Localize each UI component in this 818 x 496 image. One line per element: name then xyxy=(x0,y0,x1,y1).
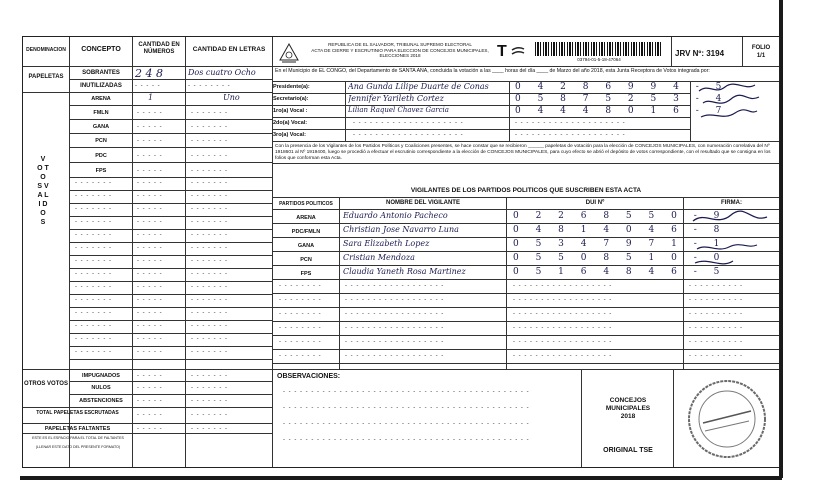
row-divider xyxy=(69,281,272,282)
board-name-vocal-3: - - - - - - - - - - - - - - - - - - - - xyxy=(353,132,464,138)
vig-empty-partido-4: - - - - - - - - xyxy=(279,339,322,345)
empty-number-row-4: - - - - - xyxy=(137,232,163,238)
vig-empty-dui-1: - - - - - - - - - - - - - - - - - - xyxy=(513,297,613,303)
vig-empty-dui-0: - - - - - - - - - - - - - - - - - - xyxy=(513,283,613,289)
empty-party-row-5: - - - - - - - xyxy=(75,245,112,251)
board-role-secretario: Secretario(a): xyxy=(273,96,309,102)
empty-party-row-4: - - - - - - - xyxy=(75,232,112,238)
vig-empty-partido-0: - - - - - - - - xyxy=(279,283,322,289)
vig-empty-firma-3: - - - - - - - - - - xyxy=(689,325,743,331)
abstenciones-label: ABSTENCIONES xyxy=(79,398,123,404)
header-cantidad-numeros: CANTIDAD EN NÚMEROS xyxy=(138,42,180,55)
empty-letters-row-4: - - - - - - - xyxy=(191,232,228,238)
vig-empty-nombre-2: - - - - - - - - - - - - - - - - - - xyxy=(345,311,445,317)
board-role-presidente: Presidente(a): xyxy=(273,84,310,90)
empty-letters-row-1: - - - - - - - xyxy=(191,193,228,199)
jrv-number: JRV Nº: 3194 xyxy=(675,49,725,58)
vigilante-nombre-gana: Sara Elizabeth Lopez xyxy=(343,239,430,248)
vig-empty-nombre-5: - - - - - - - - - - - - - - - - - - xyxy=(345,353,445,359)
party-fmln-letters: - - - - - - - xyxy=(191,110,228,116)
empty-letters-row-0: - - - - - - - xyxy=(191,180,228,186)
faltantes-letters: - - - - - - - xyxy=(191,426,228,432)
empty-letters-row-7: - - - - - - - xyxy=(191,271,228,277)
vig-empty-firma-5: - - - - - - - - - - xyxy=(689,353,743,359)
vigilantes-title: VIGILANTES DE LOS PARTIDOS POLITICOS QUE SUSCRIBEN ESTA ACTA xyxy=(410,187,642,194)
empty-party-row-13: - - - - - - - xyxy=(75,349,112,355)
presence-text: Con la presencia de los Vigilantes de los Partidos Políticos y Coaliciones presentes, se hace constar que se recibieron ______ papeletas de votación para la elección de CONCEJOS MUNICIPALES, con numeración correlativa del Nº 1918601 al Nº 1919400, luego se procedió a efectuar el escrutinio correspondiente a la elección de CONCEJOS MUNICIPALES, para cuyo efecto se abrió el depósito de votos correspondiente, con el resultado que se consigna en los folios que conforman esta Acta. xyxy=(275,144,771,161)
empty-number-row-7: - - - - - xyxy=(137,271,163,277)
empty-letters-row-3: - - - - - - - xyxy=(191,219,228,225)
abstenciones-letters: - - - - - - - xyxy=(191,398,228,404)
empty-number-row-1: - - - - - xyxy=(137,193,163,199)
vig-empty-partido-1: - - - - - - - - xyxy=(279,297,322,303)
vigilantes-col-dui: DUI Nº xyxy=(585,200,605,206)
empty-party-row-11: - - - - - - - xyxy=(75,323,112,329)
folio-label: FOLIO xyxy=(751,45,771,51)
total-escrutadas-letters: - - - - - - - xyxy=(191,412,228,418)
board-dui-vocal-3: - - - - - - - - - - - - - - - - - - - - xyxy=(515,132,626,138)
row-divider xyxy=(69,307,272,308)
vig-empty-partido-3: - - - - - - - - xyxy=(279,325,322,331)
observaciones-line-3: - - - - - - - - - - - - - - - - - - - - - - - - - - - - - - - - - - - - - - - - - - - - xyxy=(283,421,530,427)
empty-number-row-11: - - - - - xyxy=(137,323,163,329)
header-concepto: CONCEPTO xyxy=(81,46,121,53)
barcode-number: 03794-01-5-18-47064 xyxy=(577,57,621,62)
board-dui-vocal-1: 0 4 4 4 8 0 1 6 - 7 xyxy=(515,106,729,116)
impugnados-label: IMPUGNADOS xyxy=(82,373,120,379)
concejos-block xyxy=(583,397,673,421)
inutilizadas-number: - - - - - xyxy=(135,83,161,89)
board-name-vocal-1: Lilian Raquel Chavez Garcia xyxy=(348,106,449,114)
sobrantes-label: SOBRANTES xyxy=(82,70,120,76)
party-pcn-number: - - - - - xyxy=(137,138,163,144)
party-fps-number: - - - - - xyxy=(137,168,163,174)
vig-row-divider xyxy=(272,321,779,322)
board-name-vocal-2: - - - - - - - - - - - - - - - - - - - - xyxy=(353,120,464,126)
row-divider xyxy=(69,346,272,347)
empty-number-row-2: - - - - - xyxy=(137,206,163,212)
sobrantes-number: 2 4 8 xyxy=(135,67,163,80)
empty-letters-row-12: - - - - - - - xyxy=(191,336,228,342)
party-pdc-number: - - - - - xyxy=(137,153,163,159)
empty-party-row-10: - - - - - - - xyxy=(75,310,112,316)
abstenciones-number: - - - - - xyxy=(137,398,163,404)
vig-row-divider xyxy=(272,349,779,350)
vigilante-nombre-pdc-fmln: Christian Jose Navarro Luna xyxy=(343,225,459,234)
vig-empty-firma-4: - - - - - - - - - - xyxy=(689,339,743,345)
empty-party-row-3: - - - - - - - xyxy=(75,219,112,225)
header-cantidad-letras: CANTIDAD EN LETRAS xyxy=(192,46,266,53)
row-divider xyxy=(69,320,272,321)
vigilante-partido-arena: ARENA xyxy=(296,215,316,221)
total-escrutadas-label: TOTAL PAPELETAS ESCRUTADAS xyxy=(36,410,119,416)
coat-of-arms-icon xyxy=(279,43,299,63)
impugnados-letters: - - - - - - - xyxy=(191,373,228,379)
vigilantes-col-firma: FIRMA: xyxy=(721,200,742,206)
vigilantes-col-nombre: NOMBRE DEL VIGILANTE xyxy=(386,200,460,206)
party-gana-letters: - - - - - - - xyxy=(191,124,228,130)
party-pdc: PDC xyxy=(95,153,107,159)
party-arena-number: 1 xyxy=(148,93,154,102)
vigilante-dui-pdc-fmln: 0 4 8 1 4 0 4 6 - 8 xyxy=(513,225,727,235)
vig-empty-partido-5: - - - - - - - - xyxy=(279,353,322,359)
empty-party-row-2: - - - - - - - xyxy=(75,206,112,212)
empty-letters-row-10: - - - - - - - xyxy=(191,310,228,316)
vigilante-dui-gana: 0 5 3 4 7 9 7 1 - 1 xyxy=(513,239,727,249)
vigilantes-col-partido: PARTIDOS POLITICOS xyxy=(279,201,333,207)
vig-empty-nombre-0: - - - - - - - - - - - - - - - - - - xyxy=(345,283,445,289)
board-dui-vocal-2: - - - - - - - - - - - - - - - - - - - - xyxy=(515,120,626,126)
vig-empty-dui-3: - - - - - - - - - - - - - - - - - - xyxy=(513,325,613,331)
party-arena: ARENA xyxy=(91,96,111,102)
faltantes-number: - - - - - xyxy=(137,426,163,432)
row-divider xyxy=(69,203,272,204)
board-dui-secretario: 0 5 8 7 5 2 5 3 - 4 xyxy=(515,94,729,104)
empty-number-row-12: - - - - - xyxy=(137,336,163,342)
vigilante-nombre-arena: Eduardo Antonio Pacheco xyxy=(343,211,448,220)
board-role-vocal-1: 1ro(a) Vocal : xyxy=(273,108,308,114)
vig-empty-nombre-3: - - - - - - - - - - - - - - - - - - xyxy=(345,325,445,331)
row-divider xyxy=(69,216,272,217)
nulos-letters: - - - - - - - xyxy=(191,385,228,391)
tse-logo-mark-icon xyxy=(511,46,525,56)
concejos-line-1: CONCEJOS xyxy=(609,397,647,404)
row-divider xyxy=(69,268,272,269)
row-divider xyxy=(69,333,272,334)
republic-heading xyxy=(305,42,495,59)
impugnados-number: - - - - - xyxy=(137,373,163,379)
observaciones-line-4: - - - - - - - - - - - - - - - - - - - - - - - - - - - - - - - - - - - - - - - - - - - - xyxy=(283,437,530,443)
vig-empty-firma-2: - - - - - - - - - - xyxy=(689,311,743,317)
vigilante-nombre-fps: Claudia Yaneth Rosa Martinez xyxy=(343,267,466,276)
empty-party-row-6: - - - - - - - xyxy=(75,258,112,264)
vigilante-dui-fps: 0 5 1 6 4 8 4 6 - 5 xyxy=(513,267,727,277)
intro-text: En el Municipio de EL CONGO, del Departamento de SANTA ANA, concluida la votación a las ____ horas del día ____ de Marzo del año 2018, esta Junta Receptora de Votos integrada por: xyxy=(275,68,710,74)
empty-number-row-9: - - - - - xyxy=(137,297,163,303)
observaciones-line-2: - - - - - - - - - - - - - - - - - - - - - - - - - - - - - - - - - - - - - - - - - - - - xyxy=(283,405,530,411)
party-pcn: PCN xyxy=(95,138,107,144)
row-divider xyxy=(69,294,272,295)
party-gana: GANA xyxy=(92,124,110,130)
concejos-line-3: 2018 xyxy=(620,413,636,420)
row-divider xyxy=(69,242,272,243)
concejos-line-2: MUNICIPALES xyxy=(605,405,651,412)
empty-party-row-1: - - - - - - - xyxy=(75,193,112,199)
faltantes-note-1: ESTE ES EL ESPACIO PARA EL TOTAL DE FALTANTES xyxy=(32,436,124,440)
vigilante-dui-arena: 0 2 2 6 8 5 5 0 - 9 xyxy=(513,211,727,221)
observaciones-label: OBSERVACIONES: xyxy=(277,373,341,380)
empty-letters-row-11: - - - - - - - xyxy=(191,323,228,329)
empty-letters-row-5: - - - - - - - xyxy=(191,245,228,251)
party-pdc-letters: - - - - - - - xyxy=(191,153,228,159)
board-name-secretario: Jennifer Yarileth Cortez xyxy=(348,94,444,103)
row-divider xyxy=(69,229,272,230)
empty-number-row-5: - - - - - xyxy=(137,245,163,251)
vig-row-divider xyxy=(272,293,779,294)
vig-empty-nombre-1: - - - - - - - - - - - - - - - - - - xyxy=(345,297,445,303)
total-escrutadas-number: - - - - - xyxy=(137,412,163,418)
empty-party-row-12: - - - - - - - xyxy=(75,336,112,342)
faltantes-note-2: (LLENAR ESTE DATO DEL PRESENTE FORMATO) xyxy=(35,445,121,449)
row-divider xyxy=(69,359,272,360)
inutilizadas-label: INUTILIZADAS xyxy=(80,83,122,89)
board-dui-presidente: 0 4 2 8 6 9 9 4 - 5 xyxy=(515,82,729,92)
vigilante-partido-pdc-fmln: PDC/FMLN xyxy=(291,229,321,235)
vig-empty-firma-0: - - - - - - - - - - xyxy=(689,283,743,289)
republic-line-3: ELECCIONES 2018 xyxy=(379,53,421,59)
party-fmln-number: - - - - - xyxy=(137,110,163,116)
board-role-vocal-3: 3ro(a) Vocal: xyxy=(273,132,306,138)
vigilante-dui-pcn: 0 5 5 0 8 5 1 0 - 0 xyxy=(513,253,727,263)
vig-empty-nombre-4: - - - - - - - - - - - - - - - - - - xyxy=(345,339,445,345)
vig-empty-dui-5: - - - - - - - - - - - - - - - - - - xyxy=(513,353,613,359)
barcode xyxy=(535,42,663,56)
empty-number-row-3: - - - - - xyxy=(137,219,163,225)
header-denominacion: DENOMINACION xyxy=(26,47,66,53)
empty-number-row-0: - - - - - xyxy=(137,180,163,186)
board-role-vocal-2: 2do(a) Vocal: xyxy=(273,120,308,126)
republic-line-1: REPUBLICA DE EL SALVADOR, TRIBUNAL SUPREMO ELECTORAL xyxy=(328,42,472,47)
papeletas-label: PAPELETAS xyxy=(28,74,64,80)
observaciones-line-1: - - - - - - - - - - - - - - - - - - - - - - - - - - - - - - - - - - - - - - - - - - - - xyxy=(283,389,530,395)
vigilante-signatures xyxy=(687,209,777,279)
sobrantes-letters: Dos cuatro Ocho xyxy=(188,68,256,77)
party-gana-number: - - - - - xyxy=(137,124,163,130)
row-divider xyxy=(69,190,272,191)
party-pcn-letters: - - - - - - - xyxy=(191,138,228,144)
empty-letters-row-6: - - - - - - - xyxy=(191,258,228,264)
vig-empty-dui-4: - - - - - - - - - - - - - - - - - - xyxy=(513,339,613,345)
empty-party-row-9: - - - - - - - xyxy=(75,297,112,303)
votos-validos-label: V O T O S V A L I D O S xyxy=(37,156,49,226)
tse-logo: T xyxy=(497,43,507,60)
board-signatures xyxy=(695,81,765,141)
official-stamp xyxy=(685,377,769,461)
folio-value: 1/1 xyxy=(756,53,766,59)
empty-number-row-6: - - - - - xyxy=(137,258,163,264)
vig-row-divider xyxy=(272,363,779,364)
vig-empty-partido-2: - - - - - - - - xyxy=(279,311,322,317)
inutilizadas-letters: - - - - - - - - xyxy=(188,83,231,89)
acta-form xyxy=(22,36,780,468)
vigilante-nombre-pcn: Cristian Mendoza xyxy=(343,253,415,262)
board-name-presidente: Ana Gunda Lilipe Duarte de Conas xyxy=(348,82,489,91)
empty-letters-row-13: - - - - - - - xyxy=(191,349,228,355)
empty-letters-row-2: - - - - - - - xyxy=(191,206,228,212)
vig-row-divider xyxy=(272,335,779,336)
original-tse-label: ORIGINAL TSE xyxy=(603,447,653,454)
party-fmln: FMLN xyxy=(93,110,109,116)
vigilante-partido-fps: FPS xyxy=(300,271,312,277)
otros-votos-label: OTROS VOTOS xyxy=(24,381,68,387)
party-fps: FPS xyxy=(95,168,107,174)
empty-number-row-10: - - - - - xyxy=(137,310,163,316)
empty-number-row-13: - - - - - xyxy=(137,349,163,355)
scan-edge-bottom xyxy=(20,476,782,480)
papeletas-faltantes-label: PAPELETAS FALTANTES xyxy=(44,426,111,432)
empty-number-row-8: - - - - - xyxy=(137,284,163,290)
party-fps-letters: - - - - - - - xyxy=(191,168,228,174)
empty-party-row-0: - - - - - - - xyxy=(75,180,112,186)
vig-empty-firma-1: - - - - - - - - - - xyxy=(689,297,743,303)
republic-line-2: ACTA DE CIERRE Y ESCRUTINIO PARA ELECCION DE CONCEJOS MUNICIPALES, xyxy=(311,47,489,53)
empty-party-row-7: - - - - - - - xyxy=(75,271,112,277)
row-divider xyxy=(69,255,272,256)
vigilante-partido-gana: GANA xyxy=(297,243,315,249)
vig-empty-dui-2: - - - - - - - - - - - - - - - - - - xyxy=(513,311,613,317)
empty-letters-row-8: - - - - - - - xyxy=(191,284,228,290)
nulos-label: NULOS xyxy=(91,385,111,391)
nulos-number: - - - - - xyxy=(137,385,163,391)
empty-party-row-8: - - - - - - - xyxy=(75,284,112,290)
empty-letters-row-9: - - - - - - - xyxy=(191,297,228,303)
vigilante-partido-pcn: PCN xyxy=(300,257,312,263)
party-arena-letters: Uno xyxy=(223,93,240,102)
vig-row-divider xyxy=(272,307,779,308)
